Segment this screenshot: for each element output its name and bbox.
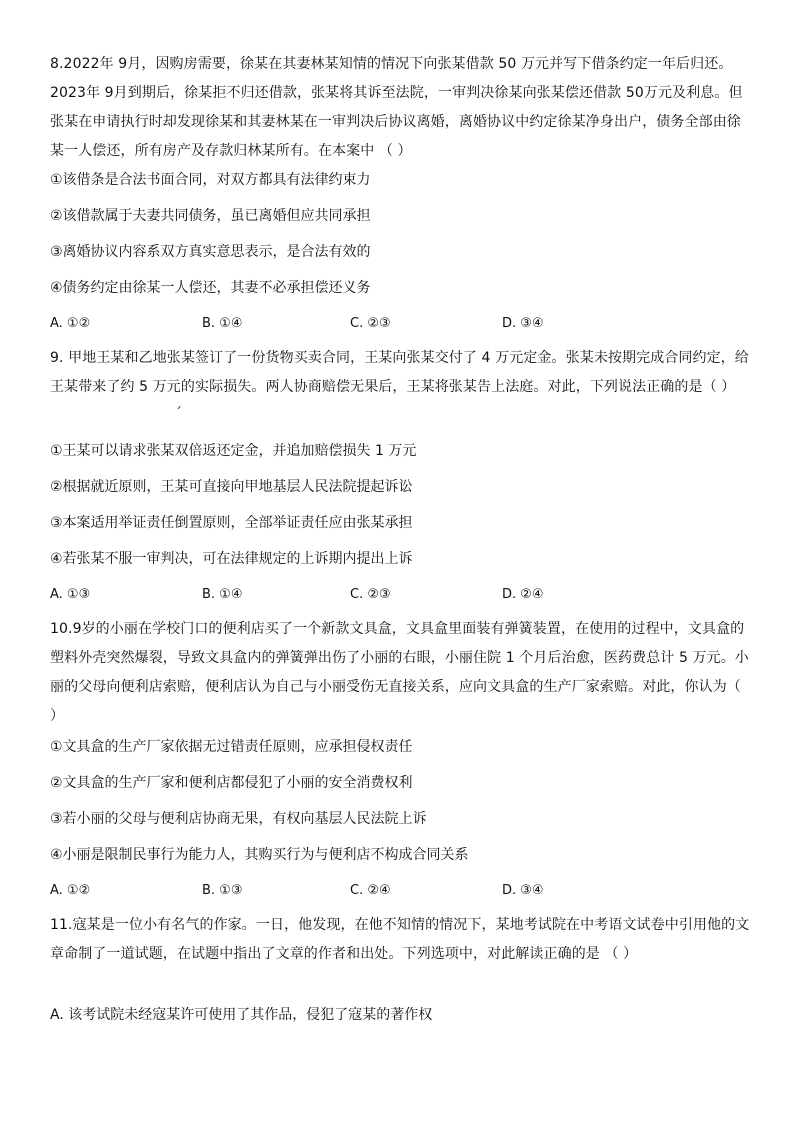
question-8-option-b[interactable]: B. ①④: [202, 316, 243, 331]
question-8-option-c[interactable]: C. ②③: [350, 316, 391, 331]
question-8-statement-2: ②该借款属于夫妻共同债务，虽已离婚但应共同承担: [50, 208, 371, 224]
question-10-option-b[interactable]: B. ①③: [202, 883, 243, 898]
question-10-stem: 10.9岁的小丽在学校门口的便利店买了一个新款文具盒，文具盒里面装有弹簧装置，在使用的过程中，文具盒的塑料外壳突然爆裂，导致文具盒内的弹簧弹出伤了小丽的右眼，小丽住院 1 个月后治愈，医药费总计 5 万元。小丽的父母向便利店索赔，便利店认为自己与小丽受伤无直接关系，应向文具盒的生产厂家索赔。对此，你认为（ ）: [50, 621, 749, 724]
question-10-option-d[interactable]: D. ③④: [502, 883, 544, 898]
question-8-option-a[interactable]: A. ①②: [50, 316, 91, 331]
question-10-statement-2: ②文具盒的生产厂家和便利店都侵犯了小丽的安全消费权利: [50, 775, 413, 791]
question-8-stem: 8.2022年 9月，因购房需要，徐某在其妻林某知情的情况下向张某借款 50 万元并写下借条约定一年后归还。2023年 9月到期后，徐某拒不归还借款，张某将其诉至法院，一审判决徐某向张某偿还借款 50万元及利息。但张某在申请执行时却发现徐某和其妻林某在一审判决后协议离婚，离婚协议中约定徐某净身出户，债务全部由徐某一人偿还，所有房产及存款归林某所有。在本案中 （ ）: [50, 56, 743, 159]
question-9-statement-1: ①王某可以请求张某双倍返还定金，并追加赔偿损失 1 万元: [50, 443, 417, 459]
question-8-statement-1: ①该借条是合法书面合同，对双方都具有法律约束力: [50, 172, 371, 188]
question-8-option-d[interactable]: D. ③④: [502, 316, 544, 331]
question-8-statement-4: ④债务约定由徐某一人偿还，其妻不必承担偿还义务: [50, 280, 371, 296]
question-9-option-b[interactable]: B. ①④: [202, 587, 243, 602]
question-9-option-c[interactable]: C. ②③: [350, 587, 391, 602]
question-11-stem: 11.寇某是一位小有名气的作家。一日，他发现，在他不知情的情况下，某地考试院在中考语文试卷中引用他的文章命制了一道试题，在试题中指出了文章的作者和出处。下列选项中，对此解读正确的是 （ ）: [50, 917, 750, 962]
question-9-statement-2: ②根据就近原则，王某可直接向甲地基层人民法院提起诉讼: [50, 479, 413, 495]
question-9-options: [50, 585, 750, 605]
question-10-option-c[interactable]: C. ②④: [350, 883, 391, 898]
question-10-option-a[interactable]: A. ①②: [50, 883, 91, 898]
question-9-statement-3: ③本案适用举证责任倒置原则，全部举证责任应由张某承担: [50, 515, 413, 531]
question-9-option-d[interactable]: D. ②④: [502, 587, 544, 602]
question-8-options: [50, 314, 750, 334]
pen-mark: ˊ: [175, 406, 182, 422]
question-9-statement-4: ④若张某不服一审判决，可在法律规定的上诉期内提出上诉: [50, 551, 413, 567]
question-10-statement-1: ①文具盒的生产厂家依据无过错责任原则，应承担侵权责任: [50, 739, 413, 755]
question-9-option-a[interactable]: A. ①③: [50, 587, 91, 602]
question-10-statement-4: ④小丽是限制民事行为能力人，其购买行为与便利店不构成合同关系: [50, 847, 469, 863]
question-11-option-a[interactable]: A. 该考试院未经寇某许可使用了其作品，侵犯了寇某的著作权: [50, 1007, 433, 1023]
question-9-stem: 9. 甲地王某和乙地张某签订了一份货物买卖合同，王某向张某交付了 4 万元定金。张某未按期完成合同约定，给王某带来了约 5 万元的实际损失。两人协商赔偿无果后，王某将张某告上法庭。对此，下列说法正确的是（ ）: [50, 350, 749, 395]
question-10-statement-3: ③若小丽的父母与便利店协商无果，有权向基层人民法院上诉: [50, 811, 427, 827]
question-8-statement-3: ③离婚协议内容系双方真实意思表示，是合法有效的: [50, 244, 371, 260]
question-10-options: [50, 881, 750, 901]
